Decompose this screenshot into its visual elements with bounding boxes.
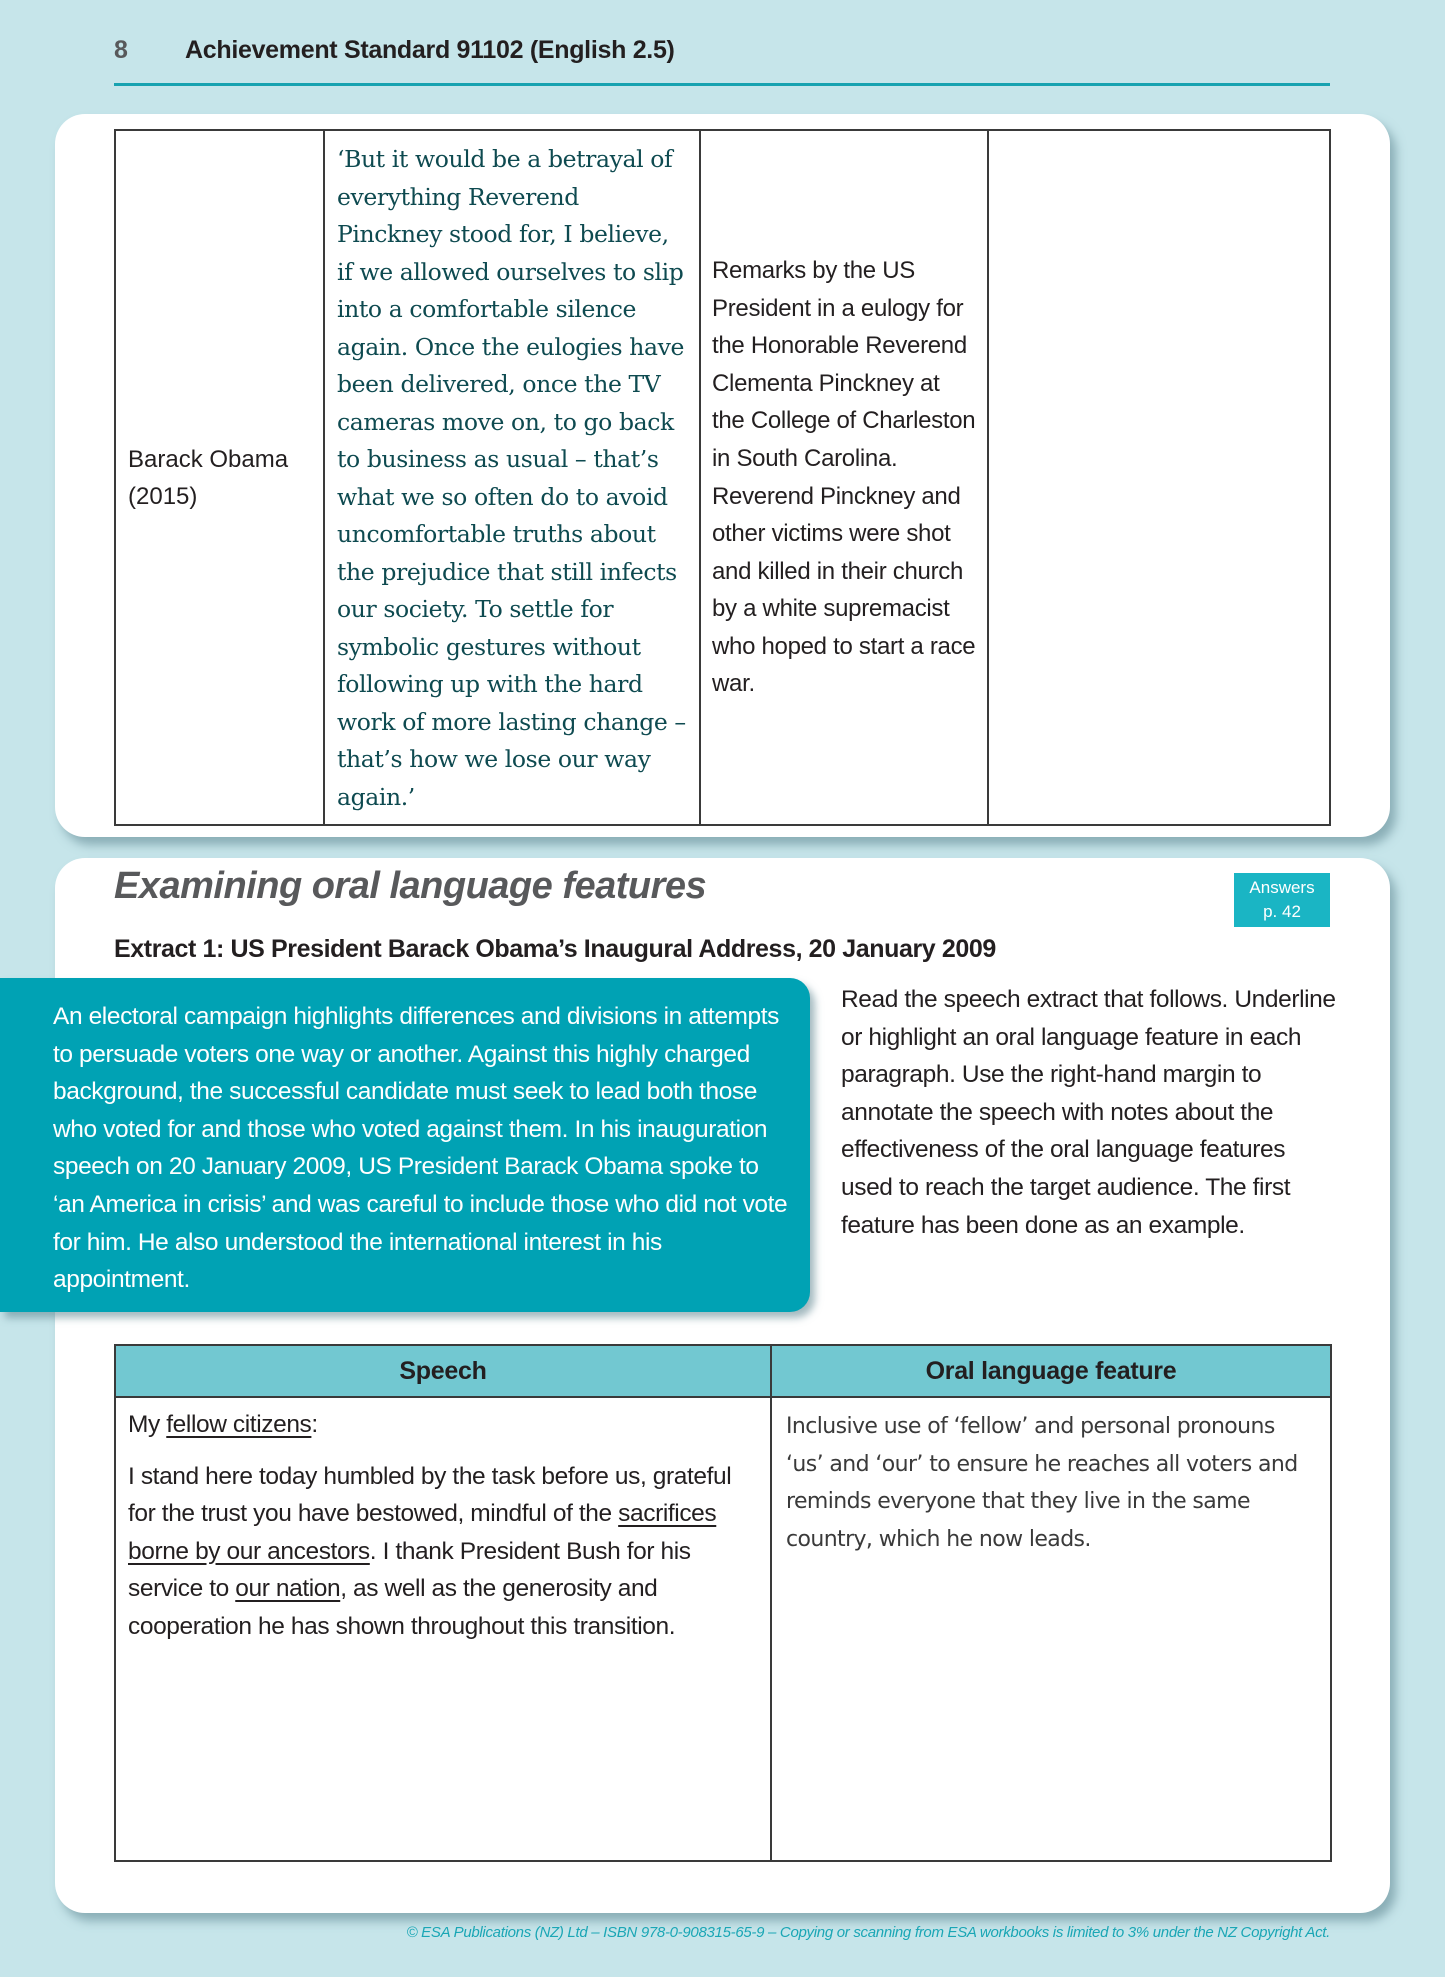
header-title: Achievement Standard 91102 (English 2.5) [185,36,675,64]
answers-page: p. 42 [1263,902,1301,921]
speech-table [114,1344,1332,1862]
speech-paragraph [128,1458,758,1646]
salutation [128,1406,758,1444]
instructions: Read the speech extract that follows. Underline or highlight an oral language feature in each paragraph. Use the right-hand margin to annotate the speech with notes about the effectiveness of the oral language features used to reach the target audience. The first feature has been done as an example. [841,986,1336,1239]
context-cell: Remarks by the US President in a eulogy for the Honorable Reverend Clementa Pinckney at the College of Charleston in South Carolina. Reverend Pinckney and other victims were shot and killed in their church by a white supremacist who hoped to start a race war. [700,130,988,825]
notes-cell[interactable] [988,130,1330,825]
table-row [115,130,1330,825]
author-year: (2015) [128,482,198,510]
page-number: 8 [114,36,128,64]
text: I stand here today humbled by the task before us, grateful for the trust you have bestowed, mindful of the [128,1462,732,1528]
page-header [114,30,1330,86]
underlined-phrase: fellow citizens [166,1411,312,1438]
header-speech: Speech [115,1345,771,1397]
text: , as well as the generosity and cooperation he has shown throughout this transition. [128,1575,676,1640]
feature-cell[interactable]: Inclusive use of ‘fellow’ and personal pronouns ‘us’ and ‘our’ to ensure he reaches all voters and reminds everyone that they live in the same country, which he now leads. [771,1397,1331,1861]
section-title: Examining oral language features [114,865,707,907]
author-name: Barack Obama [128,445,289,473]
quote-cell: ‘But it would be a betrayal of everything Reverend Pinckney stood for, I believe, if we allowed ourselves to slip into a comfortable silence again. Once the eulogies have been delivered, once the TV cameras move on, to go back to business as usual – that’s what we so often do to avoid uncomfortable truths about the prejudice that still infects our society. To settle for symbolic gestures without following up with the hard work of more lasting change – that’s how we lose our way again.’ [324,130,700,825]
extract-title: Extract 1: US President Barack Obama’s Inaugural Address, 20 January 2009 [114,935,996,963]
author-cell [115,130,324,825]
table-header-row [115,1345,1331,1397]
answers-badge[interactable] [1234,873,1330,927]
text: : [311,1411,318,1438]
quote-table [114,129,1331,826]
speech-cell [115,1397,771,1861]
text: . I thank President Bush for his service to [128,1537,691,1603]
copyright-footer: © ESA Publications (NZ) Ltd – ISBN 978-0-908315-65-9 – Copying or scanning from ESA workbooks is limited to 3% under the NZ Copyright Act. [406,1924,1330,1941]
table-row [115,1397,1331,1861]
answers-label: Answers [1249,878,1315,897]
header-feature: Oral language feature [771,1345,1331,1397]
intro-callout: An electoral campaign highlights differences and divisions in attempts to persuade voters one way or another. Against this highly charged background, the successful candidate must seek to lead both those who voted for and those who voted against them. In his inauguration speech on 20 January 2009, US President Barack Obama spoke to ‘an America in crisis’ and was careful to include those who did not vote for him. He also understood the international interest in his appointment. [0,978,810,1312]
underlined-phrase: sacrifices borne by our ancestors [128,1500,717,1565]
text: My [128,1411,167,1438]
underlined-phrase: our nation [235,1575,341,1603]
